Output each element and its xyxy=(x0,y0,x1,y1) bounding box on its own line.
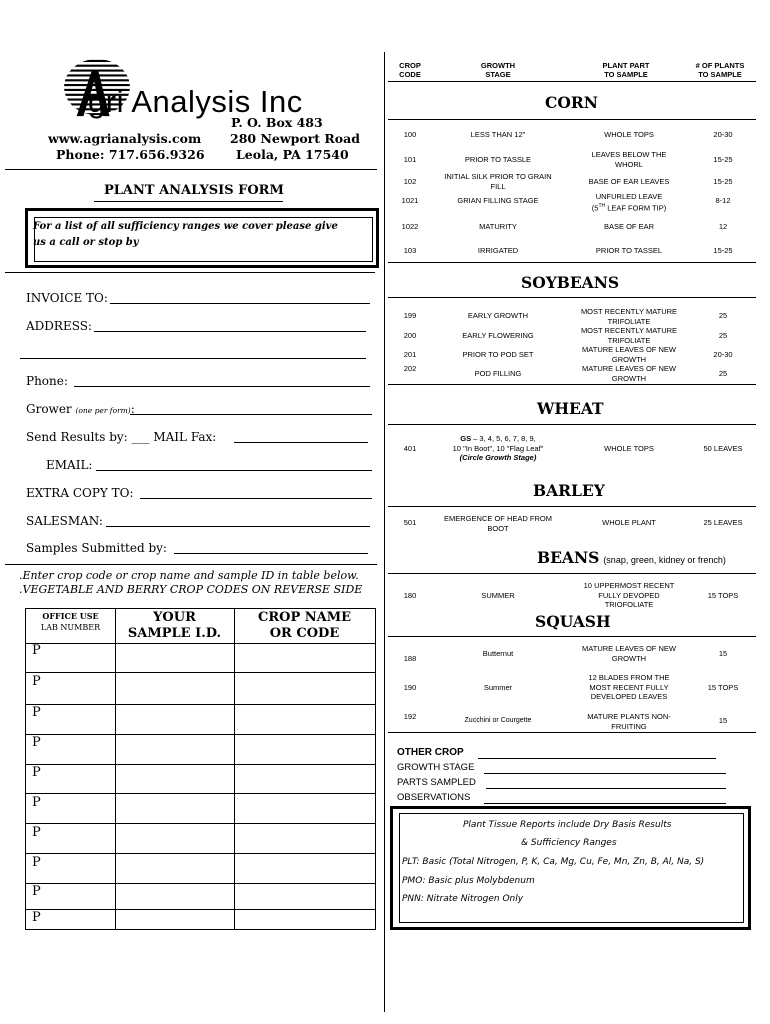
city-state: Leola, PA 17540 xyxy=(236,147,349,162)
growth-stage-field[interactable] xyxy=(484,773,726,774)
tissue-pnn: PNN: Nitrate Nitrogen Only xyxy=(402,894,524,904)
crop-name-header: CROP NAME OR CODE xyxy=(257,610,352,641)
corn-title: CORN xyxy=(545,93,598,112)
tissue-reports-box xyxy=(390,806,751,930)
corn-end-rule xyxy=(388,262,756,263)
sufficiency-note-box xyxy=(25,208,379,268)
sufficiency-note-line2: us a call or stop by xyxy=(33,237,139,248)
company-name: gri Analysis Inc xyxy=(88,84,303,119)
corn-rule xyxy=(388,119,756,120)
wheat-rule xyxy=(388,424,756,425)
soybeans-rule xyxy=(388,297,756,298)
extra-copy-field[interactable] xyxy=(140,498,372,499)
barley-title: BARLEY xyxy=(533,481,605,500)
address-label: ADDRESS: xyxy=(26,319,92,333)
soybeans-end-rule xyxy=(388,384,756,385)
other-crop-field[interactable] xyxy=(478,758,716,759)
tissue-plt: PLT: Basic (Total Nitrogen, P, K, Ca, Mg, Cu, Fe, Mn, Zn, B, Al, Na, S) xyxy=(402,857,705,867)
fax-field[interactable] xyxy=(234,442,368,443)
lab-number-cell[interactable]: P xyxy=(32,825,41,840)
beans-rule xyxy=(388,573,756,574)
lab-number-cell[interactable]: P xyxy=(32,735,41,750)
lab-number-cell[interactable]: P xyxy=(32,643,41,658)
tissue-line-1: Plant Tissue Reports include Dry Basis Results xyxy=(463,820,672,830)
instruction-note-2: .VEGETABLE AND BERRY CROP CODES ON REVERSE SIDE xyxy=(19,583,363,596)
squash-end-rule xyxy=(388,732,756,733)
plant-part-header: PLANT PART TO SAMPLE xyxy=(602,61,650,79)
other-crop-label: OTHER CROP xyxy=(397,747,464,758)
email-field[interactable] xyxy=(96,470,372,471)
phone-number: Phone: 717.656.9326 xyxy=(56,147,205,162)
beans-title-row xyxy=(537,548,726,568)
growth-stage-header: GROWTH STAGE xyxy=(480,61,516,79)
lab-number-cell[interactable]: P xyxy=(32,884,41,899)
send-results-label: Send Results by: ___ MAIL Fax: xyxy=(26,430,217,444)
section-divider-2 xyxy=(5,564,377,565)
po-box: P. O. Box 483 xyxy=(231,115,323,130)
invoice-to-label: INVOICE TO: xyxy=(26,291,108,305)
observations-label: OBSERVATIONS xyxy=(397,792,471,803)
samples-table xyxy=(25,608,376,930)
website-link[interactable]: www.agrianalysis.com xyxy=(48,131,202,146)
barley-rule xyxy=(388,506,756,507)
lab-number-cell[interactable]: P xyxy=(32,705,41,720)
beans-title: BEANS xyxy=(537,548,600,567)
soybeans-title: SOYBEANS xyxy=(521,273,620,292)
tissue-pmo: PMO: Basic plus Molybdenum xyxy=(402,876,535,886)
num-plants-header: # OF PLANTS TO SAMPLE xyxy=(695,61,745,79)
office-use-header: OFFICE USE LAB NUMBER xyxy=(40,611,101,632)
salesman-field[interactable] xyxy=(106,526,370,527)
parts-sampled-field[interactable] xyxy=(486,788,726,789)
parts-sampled-label: PARTS SAMPLED xyxy=(397,777,476,788)
sufficiency-note-line1: For a list of all sufficiency ranges we cover please give xyxy=(33,221,338,232)
squash-title: SQUASH xyxy=(535,612,611,631)
lab-number-cell[interactable]: P xyxy=(32,795,41,810)
instruction-note-1: .Enter crop code or crop name and sample ID in table below. xyxy=(19,569,359,582)
samples-submitted-label: Samples Submitted by: xyxy=(26,541,167,555)
grower-label: Grower (one per form): xyxy=(26,402,135,416)
salesman-label: SALESMAN: xyxy=(26,514,103,528)
extra-copy-label: EXTRA COPY TO: xyxy=(26,486,134,500)
invoice-to-field[interactable] xyxy=(110,303,370,304)
lab-number-cell[interactable]: P xyxy=(32,910,41,925)
beans-subtitle: (snap, green, kidney or french) xyxy=(603,555,726,565)
title-underline xyxy=(94,201,283,202)
samples-submitted-field[interactable] xyxy=(174,553,368,554)
crop-code-header: CROP CODE xyxy=(399,61,421,79)
phone-label: Phone: xyxy=(26,374,68,388)
section-divider xyxy=(5,272,375,273)
header-rule xyxy=(388,81,756,82)
lab-number-cell[interactable]: P xyxy=(32,674,41,689)
sample-id-header: YOUR SAMPLE I.D. xyxy=(127,610,222,641)
squash-rule xyxy=(388,636,756,637)
street-address: 280 Newport Road xyxy=(230,131,360,146)
address-field[interactable] xyxy=(94,331,366,332)
lab-number-cell[interactable]: P xyxy=(32,765,41,780)
page-divider xyxy=(384,52,385,1012)
tissue-line-2: & Sufficiency Ranges xyxy=(521,838,617,848)
header-divider xyxy=(5,169,377,170)
grower-field[interactable] xyxy=(130,414,372,415)
growth-stage-label: GROWTH STAGE xyxy=(397,762,475,773)
form-title: PLANT ANALYSIS FORM xyxy=(104,183,284,198)
observations-field[interactable] xyxy=(484,803,726,804)
email-label: EMAIL: xyxy=(46,458,93,472)
wheat-title: WHEAT xyxy=(537,399,604,418)
address-field-line2[interactable] xyxy=(20,358,366,359)
phone-field[interactable] xyxy=(74,386,370,387)
lab-number-cell[interactable]: P xyxy=(32,855,41,870)
